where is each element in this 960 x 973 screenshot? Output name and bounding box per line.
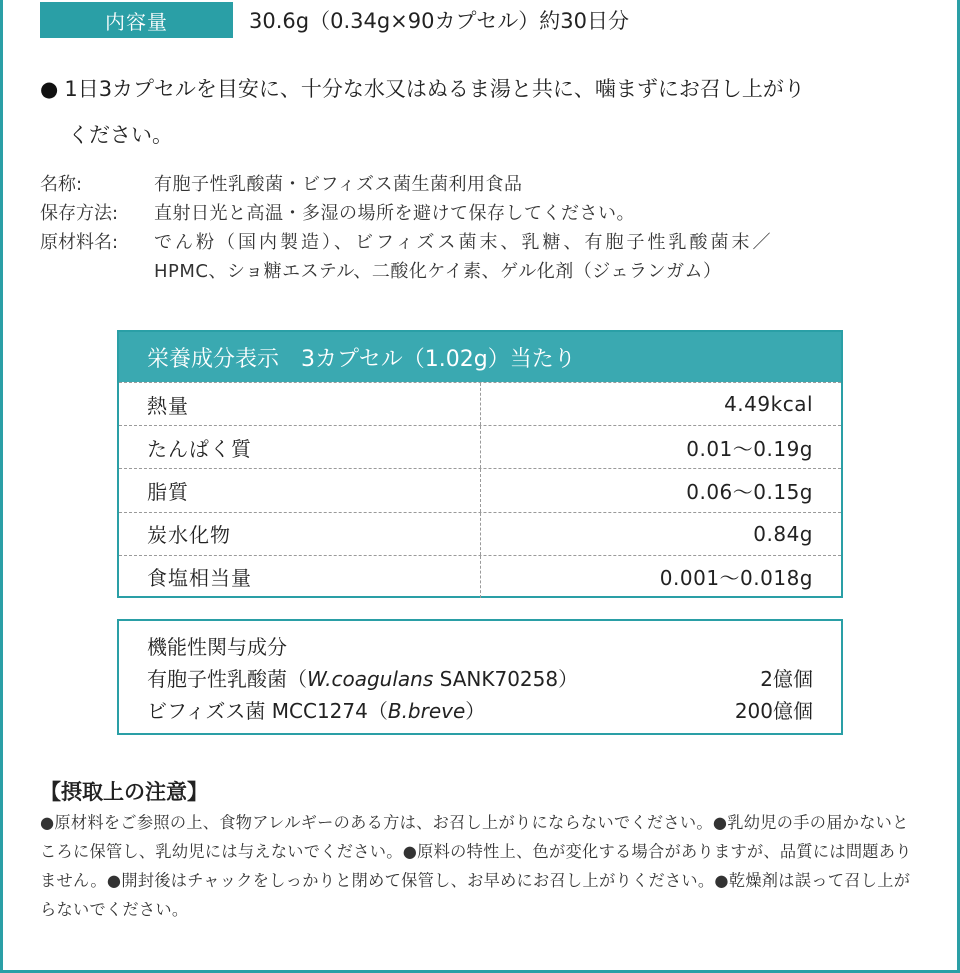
nutrition-row [119, 425, 841, 468]
nutrition-row [119, 382, 841, 425]
spec-key-storage: 保存方法: [40, 203, 119, 224]
nutrition-value: 0.001〜0.018g [659, 566, 813, 591]
functional-ingredients-box [117, 619, 843, 735]
nutrition-value: 0.06〜0.15g [686, 479, 813, 504]
nutrition-value: 4.49kcal [724, 392, 813, 417]
ingredients-line-1: でん粉（国内製造）、ビフィズス菌末、乳糖、有胞子性乳酸菌末／ [154, 232, 774, 253]
dosage-instructions [40, 66, 922, 158]
functional-value-1: 2億個 [760, 667, 813, 691]
nutrition-name: たんぱく質 [119, 426, 481, 468]
caution-title: 【摂取上の注意】 [40, 780, 208, 804]
dosage-line-2: ください。 [68, 123, 173, 147]
bullet-icon: ● [40, 77, 59, 101]
functional-name-2: ビフィズス菌 MCC1274（B.breve） [147, 699, 486, 723]
functional-row-1 [147, 663, 813, 695]
spec-key-ingredients: 原材料名: [40, 232, 119, 253]
nutrition-row [119, 555, 841, 598]
functional-row-2 [147, 695, 813, 727]
spec-val-storage: 直射日光と高温・多湿の場所を避けて保存してください。 [154, 203, 635, 224]
content-amount-row [40, 2, 629, 38]
nutrition-header: 栄養成分表示 3カプセル（1.02g）当たり [119, 332, 841, 382]
caution-text: ●原材料をご参照の上、食物アレルギーのある方は、お召し上がりにならないでください。●乳幼児の手の届かないところに保管し、乳幼児には与えないでください。●原料の特性上、色が変化する場合がありますが、品質には問題ありません。●開封後はチャックをしっかりと閉めて保管し、お早めにお召し上がりください。●乾燥剤は誤って召し上がらないでください。 [40, 813, 912, 919]
nutrition-row [119, 512, 841, 555]
dosage-line-1: 1日3カプセルを目安に、十分な水又はぬるま湯と共に、噛まずにお召し上がり [64, 77, 805, 101]
nutrition-name: 脂質 [119, 469, 481, 511]
functional-value-2: 200億個 [734, 699, 813, 723]
species-name: W.coagulans [307, 667, 434, 691]
nutrition-name: 食塩相当量 [119, 556, 481, 598]
nutrition-value: 0.01〜0.19g [686, 436, 813, 461]
functional-name-1: 有胞子性乳酸菌（W.coagulans SANK70258） [147, 667, 579, 691]
content-amount-value: 30.6g（0.34g×90カプセル）約30日分 [249, 9, 630, 33]
product-spec [40, 170, 940, 286]
nutrition-name: 炭水化物 [119, 513, 481, 555]
spec-row-storage [40, 199, 940, 228]
content-amount-label: 内容量 [40, 2, 233, 38]
nutrition-name: 熱量 [119, 383, 481, 425]
spec-key-name: 名称: [40, 174, 83, 195]
spec-row-ingredients [40, 228, 940, 286]
spec-val-name: 有胞子性乳酸菌・ビフィズス菌生菌利用食品 [154, 174, 523, 195]
species-name: B.breve [387, 699, 466, 723]
nutrition-row [119, 468, 841, 511]
nutrition-value: 0.84g [753, 521, 813, 546]
functional-title: 機能性関与成分 [147, 635, 287, 659]
ingredients-line-2: HPMC、ショ糖エステル、二酸化ケイ素、ゲル化剤（ジェランガム） [154, 261, 722, 282]
spec-row-name [40, 170, 940, 199]
nutrition-table [117, 330, 843, 598]
spec-val-ingredients [154, 228, 940, 286]
